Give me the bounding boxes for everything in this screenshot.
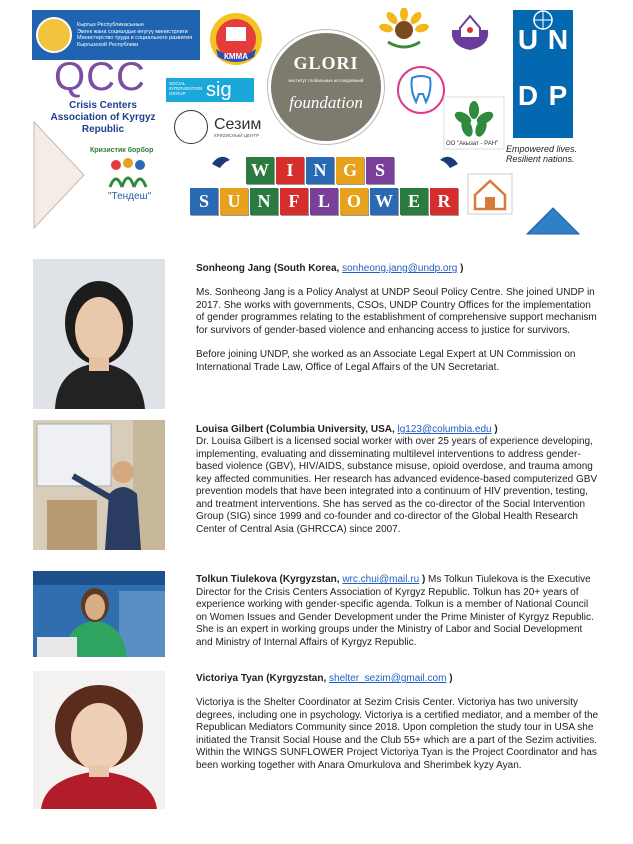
undp-tagline: Empowered lives. Resilient nations. — [506, 144, 578, 164]
un-emblem-icon — [521, 8, 565, 30]
wings-letter: S — [366, 157, 394, 184]
hands-house-logo — [446, 6, 494, 52]
sunflower-letter: E — [400, 188, 428, 215]
tendesh-name: "Тендеш" — [108, 191, 152, 202]
profile-photo-victoriya-tyan — [33, 671, 165, 809]
profile-bio: Tolkun Tiulekova (Kyrgyzstan, wrc.chui@mail.ru ) Ms Tolkun Tiulekova is the Executive Director for the Crisis Centers Association of Kyrgyz Republic. Tolkun has 20+ years of experience working with gender-specific agenda. Tolkun is a member of National Council on Women Issues and Gender Development under the Prime Minister of Kyrgyz Republic. She is an expert in working groups under the Ministry of Labor and Social Development and Ministry of Internal Affairs of Kyrgyz Republic. — [196, 574, 594, 648]
wings-letter: N — [306, 157, 334, 184]
profile-name: Louisa Gilbert (Columbia University, USA, lg123@columbia.edu ) — [196, 424, 498, 435]
profile-bio: Before joining UNDP, she worked as an Associate Legal Expert at UN Commission on International Trade Law, Office of Legal Affairs of the UN Secretariat. — [196, 349, 576, 373]
tendesh-logo-icon — [106, 157, 150, 189]
portrait-icon — [33, 571, 165, 657]
decor-triangle-right — [525, 206, 581, 236]
sezim-name: Сезим — [214, 116, 262, 133]
ministry-logo-text: Кыргыз Республикасынын Эмгек жана социалдык өнүгүү министрлиги Министерство труда и социального развития Кыргызской Республики — [77, 22, 193, 48]
profile-bio: Ms. Sonheong Jang is a Policy Analyst at UNDP Seoul Policy Centre. She joined UNDP in 2017. She works with governments, CSOs, UNDP Country Offices for the implementation of gender programmes relating to the establishment of comprehensive support mechanism for survivors of gender-based violence and enhancing access to justice for survivors. — [196, 287, 597, 336]
profile-name: Victoriya Tyan (Kyrgyzstan, shelter_sezim@gmail.com ) — [196, 673, 453, 684]
glori-name: GLORI — [293, 53, 359, 73]
undp-logo: U N D P — [513, 10, 573, 138]
tendesh-top-label: Кризистик борбор — [90, 147, 154, 154]
profile-name: Sonheong Jang (South Korea, sonheong.jang@undp.org ) — [196, 263, 464, 274]
sezim-logo-icon — [174, 110, 208, 144]
wings-letter: I — [276, 157, 304, 184]
wings-letter: W — [246, 157, 274, 184]
sunflower-letter: N — [250, 188, 278, 215]
wings-letter: G — [336, 157, 364, 184]
crisis-centers-association-name: Crisis Centers Association of Kyrgyz Republic — [50, 100, 156, 135]
house-logo — [467, 173, 513, 215]
kyrgyz-emblem-icon — [36, 17, 72, 53]
kmma-logo — [204, 7, 268, 69]
sig-logo: SOCIAL INTERVENTION GROUP sig — [166, 78, 254, 102]
profile-card-victoriya-tyan — [196, 672, 601, 772]
sunflower-letter: U — [220, 188, 248, 215]
wings-wordmark — [246, 157, 394, 184]
tooth-logo — [396, 64, 446, 116]
email-link[interactable]: sonheong.jang@undp.org — [342, 263, 458, 274]
portrait-icon — [33, 259, 165, 409]
decor-triangle-left — [32, 120, 86, 230]
glori-subtitle: институт глобальных исследований — [288, 78, 364, 83]
profile-card-louisa-gilbert — [196, 423, 601, 536]
qcc-logo: QCC — [54, 55, 146, 99]
sunflower-letter: S — [190, 188, 218, 215]
svg-text:КММА: КММА — [224, 52, 248, 61]
ministry-logo — [32, 10, 200, 60]
profile-card-sonheong-jang — [196, 262, 601, 374]
sunflower-logo — [378, 8, 430, 52]
glori-foundation-logo — [268, 30, 384, 144]
akyzat-label: ОО "Акызат - РАН" — [446, 141, 499, 147]
sunflower-letter: F — [280, 188, 308, 215]
portrait-icon — [33, 420, 165, 550]
email-link[interactable]: shelter_sezim@gmail.com — [329, 673, 447, 684]
email-link[interactable]: wrc.chui@mail.ru — [342, 574, 420, 585]
profile-photo-sonheong-jang — [33, 259, 165, 409]
profile-bio: Dr. Louisa Gilbert is a licensed social worker with over 25 years of experience developing, implementing, evaluating and disseminating multilevel interventions to address gender-based violence (GBV), HIV/AIDS, substance misuse, opioid overdose, and trauma among key affected communities. Her research has advanced evidence-based computerized GBV prevention models that have been integrated into a continuum of HIV prevention, testing, and treatment interventions. She has served as the co-director of the Social Intervention Group (SIG) since 1999 and co-founder and co-director of the Global Health Research Center of Central Asia (GHRCCA) since 2007. — [196, 436, 598, 535]
portrait-icon — [33, 671, 165, 809]
glori-foundation: foundation — [289, 93, 363, 112]
sunflower-letter: O — [340, 188, 368, 215]
profile-card-tolkun-tiulekova — [196, 573, 601, 649]
sunflower-letter: R — [430, 188, 458, 215]
sezim-sub: КРИЗИСНЫЙ ЦЕНТР — [214, 133, 260, 138]
sunflower-letter: W — [370, 188, 398, 215]
profile-name: Tolkun Tiulekova (Kyrgyzstan, wrc.chui@mail.ru ) — [196, 574, 426, 585]
sunflower-wordmark — [190, 188, 458, 215]
profile-photo-tolkun-tiulekova — [33, 571, 165, 657]
email-link[interactable]: lg123@columbia.edu — [397, 424, 492, 435]
sunflower-letter: L — [310, 188, 338, 215]
profile-bio: Victoriya is the Shelter Coordinator at Sezim Crisis Center. Victoriya has two university degrees, including one in psychology. Victoriya is a certified mediator, and a member of the Republican Mediators Community since 2018. Upon completion the study tour in USA she initiated the Transit Social House and the Club 55+ which are a part of the Sezim activities. Within the WINGS SUNFLOWER Project Victoriya Tyan is the Project Coordinator and has been working together with Anara Omurkulova and Sherimbek kyzy Ayan. — [196, 697, 599, 771]
profile-photo-louisa-gilbert — [33, 420, 165, 550]
